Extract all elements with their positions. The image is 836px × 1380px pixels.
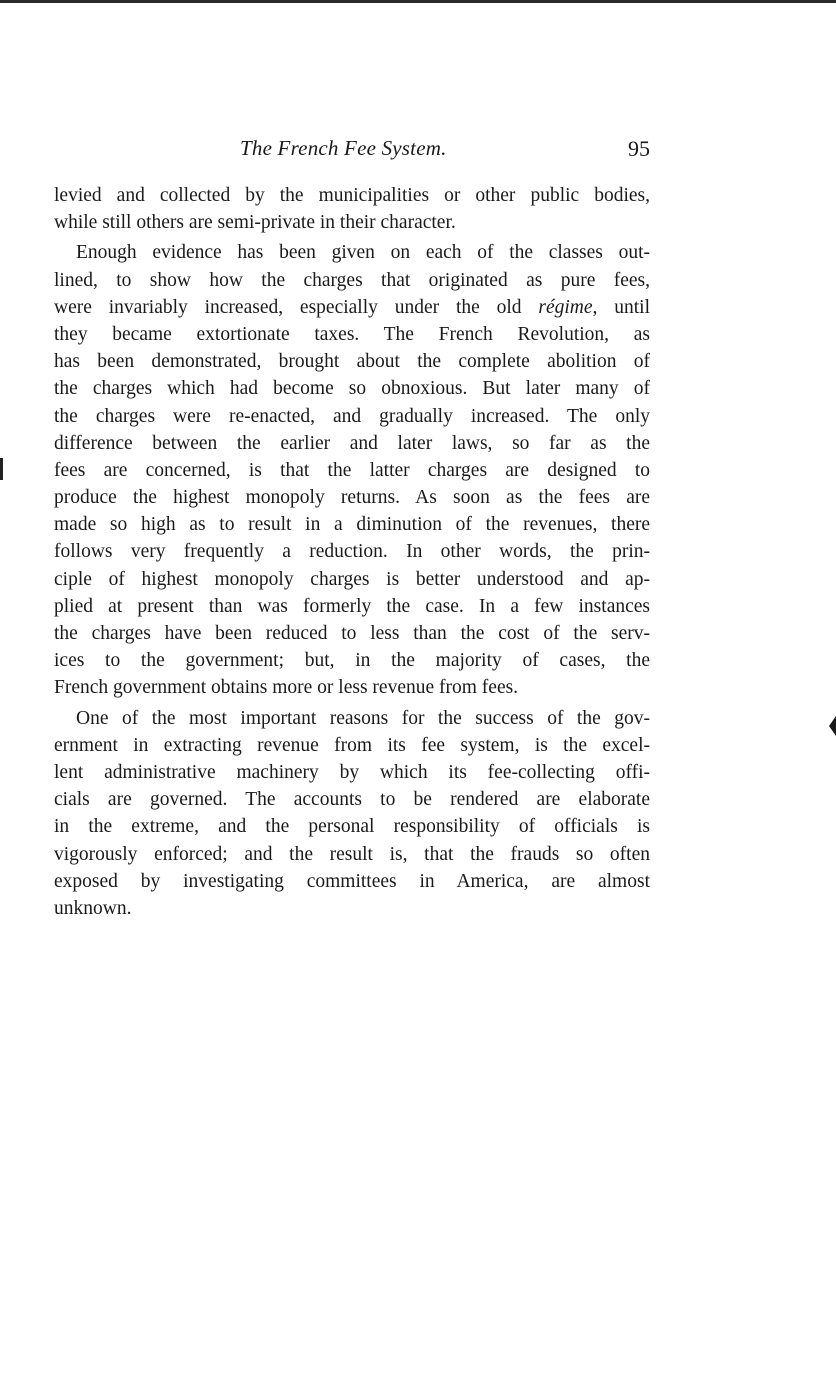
paragraph-2 <box>54 239 650 701</box>
text-line: lent administrative machinery by which its fee-collecting offi- <box>54 761 650 783</box>
text-line: plied at present than was formerly the case. In a few instances <box>54 595 650 617</box>
text-line: One of the most important reasons for the success of the gov- <box>76 707 650 729</box>
text-line: fees are concerned, is that the latter charges are designed to <box>54 459 650 481</box>
text-line: French government obtains more or less revenue from fees. <box>54 677 519 699</box>
running-head <box>54 134 650 166</box>
text-line: ices to the government; but, in the majority of cases, the <box>54 650 650 672</box>
emphasized-word: régime <box>538 296 593 318</box>
page-number: 95 <box>628 136 650 161</box>
text-line: while still others are semi-private in their character. <box>54 212 456 234</box>
text-line: the charges which had become so obnoxious. But later many of <box>54 378 650 400</box>
text-line: unknown. <box>54 897 132 919</box>
text-line: follows very frequently a reduction. In other words, the prin- <box>54 541 650 563</box>
text-line: ciple of highest monopoly charges is better understood and ap- <box>54 568 650 590</box>
paragraph-1 <box>54 182 650 236</box>
text-line: lined, to show how the charges that originated as pure fees, <box>54 269 650 291</box>
text-line: the charges have been reduced to less than the cost of the serv- <box>54 623 650 644</box>
text-line: produce the highest monopoly returns. As soon as the fees are <box>54 487 650 509</box>
paragraph-3 <box>54 705 650 923</box>
text-line: Enough evidence has been given on each of the classes out- <box>76 242 650 264</box>
text-line: made so high as to result in a diminution of the revenues, there <box>54 514 650 536</box>
text-line: in the extreme, and the personal responsibility of officials is <box>54 816 650 838</box>
body-text <box>54 182 650 922</box>
text-line: levied and collected by the municipalities or other public bodies, <box>54 185 650 206</box>
text-line: cials are governed. The accounts to be rendered are elaborate <box>54 789 650 811</box>
text-line: were invariably increased, especially under the old régime, until <box>54 296 650 318</box>
scan-edge-notch <box>829 716 836 736</box>
scan-edge-mark <box>0 458 3 480</box>
text-line: the charges were re-enacted, and gradually increased. The only <box>54 405 650 427</box>
text-line: difference between the earlier and later laws, so far as the <box>54 432 650 454</box>
page-top-edge <box>0 0 836 3</box>
text-line: has been demonstrated, brought about the complete abolition of <box>54 351 650 373</box>
text-line: exposed by investigating committees in America, are almost <box>54 870 650 892</box>
text-line: vigorously enforced; and the result is, that the frauds so often <box>54 843 650 865</box>
text-line: they became extortionate taxes. The French Revolution, as <box>54 323 650 345</box>
running-title: The French Fee System. <box>240 136 447 160</box>
text-line: ernment in extracting revenue from its fee system, is the excel- <box>54 734 650 756</box>
